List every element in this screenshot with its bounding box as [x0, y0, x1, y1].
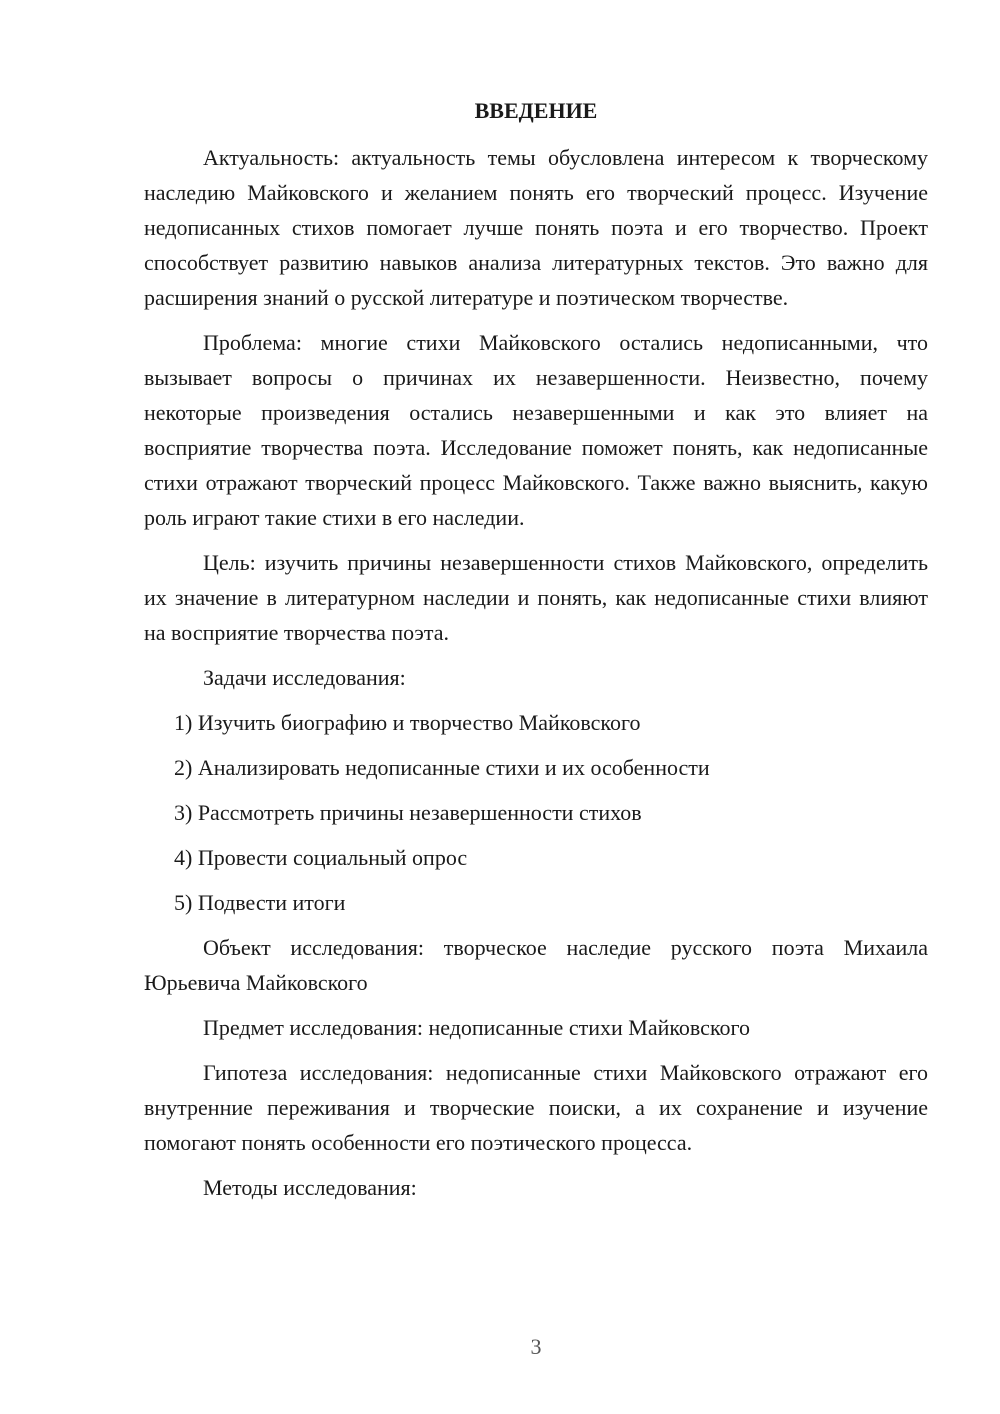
page-number: 3: [530, 1334, 542, 1359]
object-paragraph: Объект исследования: творческое наследие русского поэта Михаила Юрьевича Майковского: [144, 935, 928, 995]
tasks-title: Задачи исследования:: [203, 665, 406, 690]
list-item: 4) Провести социальный опрос: [174, 845, 468, 870]
list-item: 5) Подвести итоги: [174, 890, 346, 915]
list-item: 3) Рассмотреть причины незавершенности стихов: [174, 800, 642, 825]
tasks-list: [144, 705, 928, 920]
problem-paragraph: Проблема: многие стихи Майковского остались недописанными, что вызывает вопросы о причинах их незавершенности. Неизвестно, почему некоторые произведения остались незавершенными и как это влияет на восприятие творчества поэта. Исследование поможет понять, как недописанные стихи отражают творческий процесс Майковского. Также важно выяснить, какую роль играют такие стихи в его наследии.: [144, 330, 928, 530]
methods-title: Методы исследования:: [203, 1175, 417, 1200]
list-item: 2) Анализировать недописанные стихи и их особенности: [174, 755, 710, 780]
relevance-paragraph: Актуальность: актуальность темы обусловлена интересом к творческому наследию Майковского и желанием понять его творческий процесс. Изучение недописанных стихов помогает лучше понять поэта и его творчество. Проект способствует развитию навыков анализа литературных текстов. Это важно для расширения знаний о русской литературе и поэтическом творчестве.: [144, 145, 928, 310]
section-heading: ВВЕДЕНИЕ: [474, 98, 598, 123]
goal-paragraph: Цель: изучить причины незавершенности стихов Майковского, определить их значение в литературном наследии и понять, как недописанные стихи влияют на восприятие творчества поэта.: [144, 550, 928, 645]
document-page: [144, 96, 928, 1215]
hypothesis-paragraph: Гипотеза исследования: недописанные стихи Майковского отражают его внутренние переживания и творческие поиски, а их сохранение и изучение помогают понять особенности его поэтического процесса.: [144, 1060, 928, 1155]
subject-paragraph: Предмет исследования: недописанные стихи Майковского: [203, 1015, 750, 1040]
list-item: 1) Изучить биографию и творчество Майковского: [174, 710, 641, 735]
